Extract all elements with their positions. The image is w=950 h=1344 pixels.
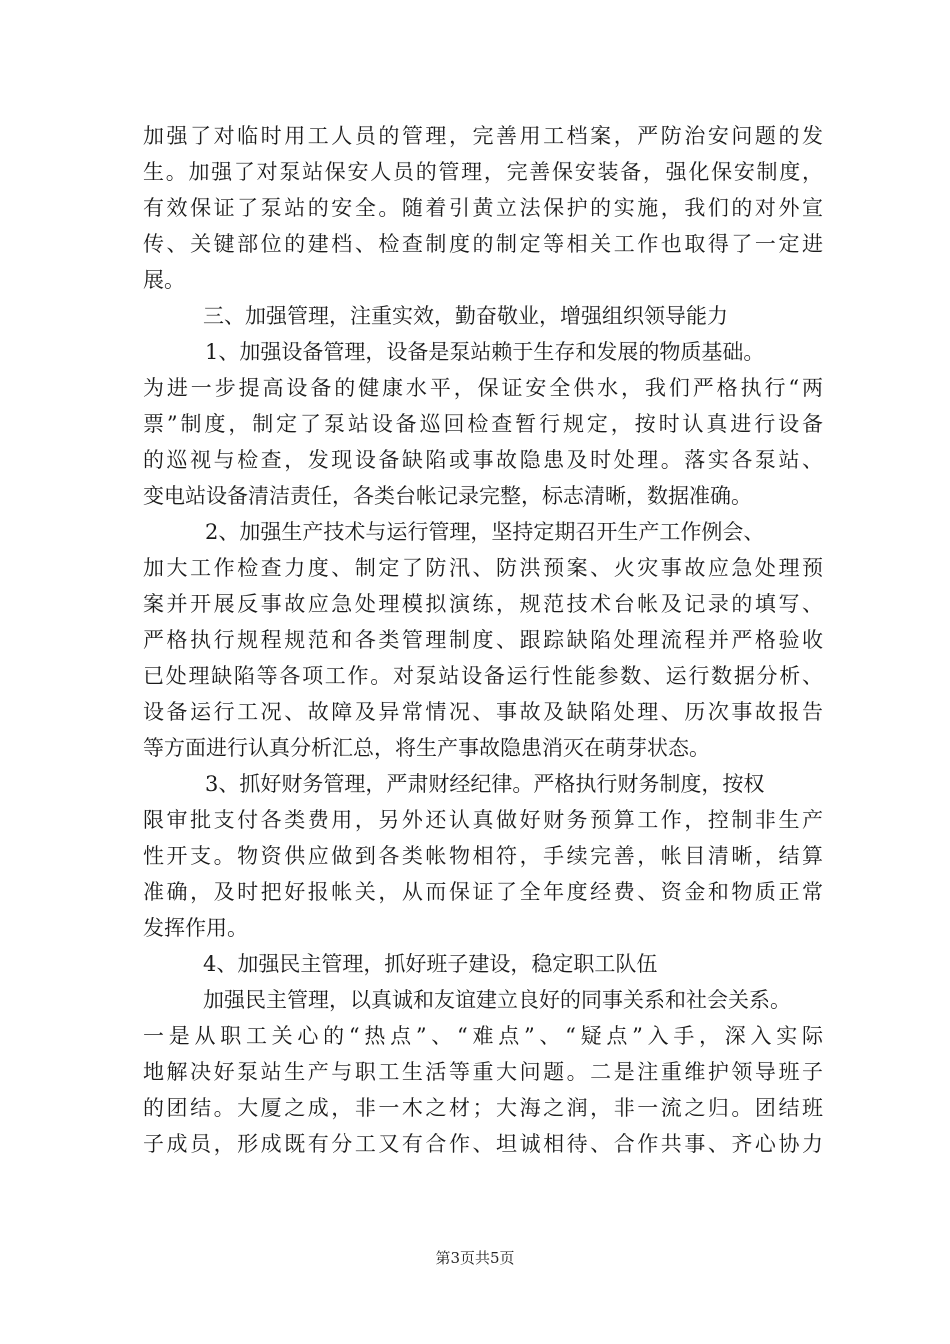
text-line: 严格执行规程规范和各类管理制度、跟踪缺陷处理流程并严格验收 (143, 628, 823, 652)
text-line: 性开支。物资供应做到各类帐物相符，手续完善，帐目清晰，结算 (143, 844, 823, 868)
text-line: 加强了对临时用工人员的管理，完善用工档案，严防治安问题的发 (143, 124, 823, 148)
text-line: 地解决好泵站生产与职工生活等重大问题。二是注重维护领导班子 (143, 1060, 823, 1084)
text-line: 的巡视与检查，发现设备缺陷或事故隐患及时处理。落实各泵站、 (143, 448, 823, 472)
text-line: 3、抓好财务管理，严肃财经纪律。严格执行财务制度，按权 (205, 772, 765, 796)
section-heading: 三、加强管理，注重实效，勤奋敬业，增强组织领导能力 (203, 304, 728, 328)
text-line: 变电站设备清洁责任，各类台帐记录完整，标志清晰，数据准确。 (143, 484, 752, 508)
text-line: 为进一步提高设备的健康水平，保证安全供水，我们严格执行“两 (143, 376, 823, 400)
text-line: 一是从职工关心的“热点”、“难点”、“疑点”入手，深入实际 (143, 1024, 823, 1048)
text-line: 等方面进行认真分析汇总，将生产事故隐患消灭在萌芽状态。 (143, 736, 710, 760)
text-line: 设备运行工况、故障及异常情况、事故及缺陷处理、历次事故报告 (143, 700, 823, 724)
text-line: 加强民主管理，以真诚和友谊建立良好的同事关系和社会关系。 (203, 988, 791, 1012)
text-line: 限审批支付各类费用，另外还认真做好财务预算工作，控制非生产 (143, 808, 823, 832)
text-line: 子成员，形成既有分工又有合作、坦诚相待、合作共事、齐心协力 (143, 1132, 823, 1156)
text-line: 展。 (143, 268, 185, 292)
text-line: 的团结。大厦之成，非一木之材；大海之润，非一流之归。团结班 (143, 1096, 823, 1120)
text-line: 1、加强设备管理，设备是泵站赖于生存和发展的物质基础。 (205, 340, 765, 364)
page-footer (0, 1248, 950, 1268)
text-line: 已处理缺陷等各项工作。对泵站设备运行性能参数、运行数据分析、 (143, 664, 823, 688)
text-line: 准确，及时把好报帐关，从而保证了全年度经费、资金和物质正常 (143, 880, 823, 904)
text-line: 票”制度，制定了泵站设备巡回检查暂行规定，按时认真进行设备 (143, 412, 823, 436)
text-line: 案并开展反事故应急处理模拟演练，规范技术台帐及记录的填写、 (143, 592, 823, 616)
text-line: 传、关键部位的建档、检查制度的制定等相关工作也取得了一定进 (143, 232, 823, 256)
subsection-heading: 4、加强民主管理，抓好班子建设，稳定职工队伍 (203, 952, 658, 976)
text-line: 有效保证了泵站的安全。随着引黄立法保护的实施，我们的对外宣 (143, 196, 823, 220)
text-line: 2、加强生产技术与运行管理，坚持定期召开生产工作例会、 (205, 520, 765, 544)
body-text (143, 118, 823, 1162)
text-line: 生。加强了对泵站保安人员的管理，完善保安装备，强化保安制度， (143, 160, 823, 184)
page-number-label: 第3页共5页 (435, 1249, 515, 1267)
text-line: 发挥作用。 (143, 916, 248, 940)
text-line: 加大工作检查力度、制定了防汛、防洪预案、火灾事故应急处理预 (143, 556, 823, 580)
